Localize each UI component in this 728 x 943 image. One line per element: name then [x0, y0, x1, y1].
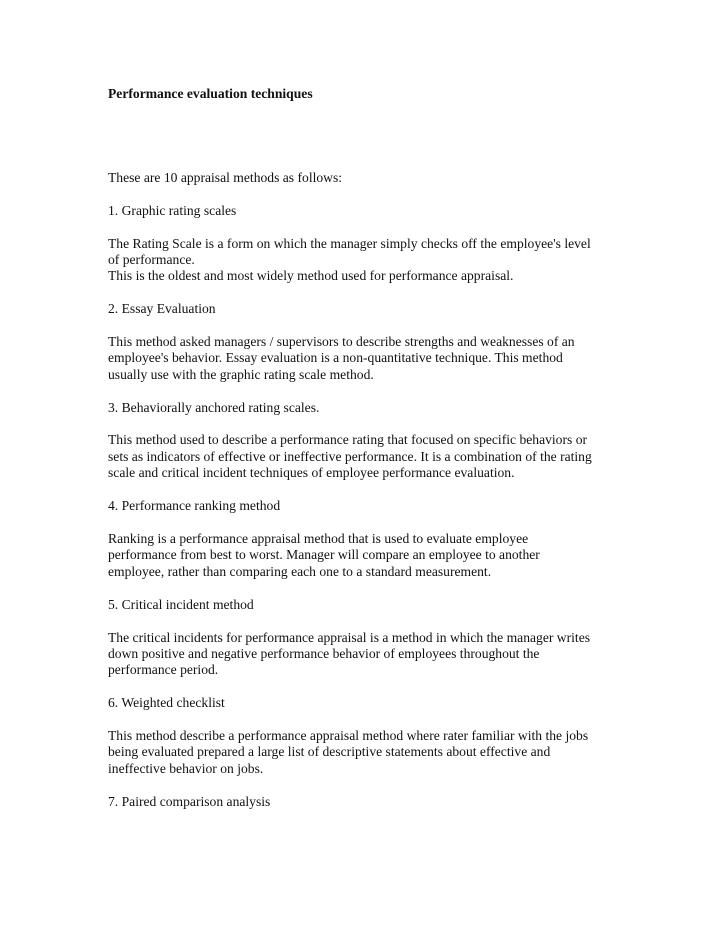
section-5-line-1: The critical incidents for performance appraisal is a method in which the manager writes	[108, 630, 591, 645]
section-6-line-3: ineffective behavior on jobs.	[108, 761, 264, 776]
section-2-heading: 2. Essay Evaluation	[108, 301, 216, 316]
section-5-heading: 5. Critical incident method	[108, 597, 254, 612]
section-3-line-3: scale and critical incident techniques of employee performance evaluation.	[108, 465, 515, 480]
section-1-line-2: of performance.	[108, 252, 195, 267]
intro-text: These are 10 appraisal methods as follows:	[108, 170, 343, 185]
section-3-heading: 3. Behaviorally anchored rating scales.	[108, 400, 320, 415]
section-5-line-3: performance period.	[108, 662, 219, 677]
section-2-line-2: employee's behavior. Essay evaluation is a non-quantitative technique. This method	[108, 350, 563, 365]
section-3-line-1: This method used to describe a performance rating that focused on specific behaviors or	[108, 432, 588, 447]
section-6-heading: 6. Weighted checklist	[108, 695, 225, 710]
section-1-line-3: This is the oldest and most widely method used for performance appraisal.	[108, 268, 514, 283]
section-2-line-3: usually use with the graphic rating scale method.	[108, 367, 374, 382]
section-4-line-2: performance from best to worst. Manager will compare an employee to another	[108, 547, 540, 562]
section-4-heading: 4. Performance ranking method	[108, 498, 281, 513]
section-6-line-2: being evaluated prepared a large list of descriptive statements about effective and	[108, 744, 551, 759]
section-3-line-2: sets as indicators of effective or ineffective performance. It is a combination of the rating	[108, 449, 592, 464]
section-7-heading: 7. Paired comparison analysis	[108, 794, 271, 809]
section-5-line-2: down positive and negative performance behavior of employees throughout the	[108, 646, 540, 661]
document-title: Performance evaluation techniques	[108, 86, 313, 101]
section-4-line-3: employee, rather than comparing each one to a standard measurement.	[108, 564, 492, 579]
section-1-heading: 1. Graphic rating scales	[108, 203, 237, 218]
section-2-line-1: This method asked managers / supervisors to describe strengths and weaknesses of an	[108, 334, 575, 349]
section-1-line-1: The Rating Scale is a form on which the manager simply checks off the employee's level	[108, 236, 591, 251]
section-6-line-1: This method describe a performance appraisal method where rater familiar with the jobs	[108, 728, 589, 743]
section-4-line-1: Ranking is a performance appraisal method that is used to evaluate employee	[108, 531, 529, 546]
